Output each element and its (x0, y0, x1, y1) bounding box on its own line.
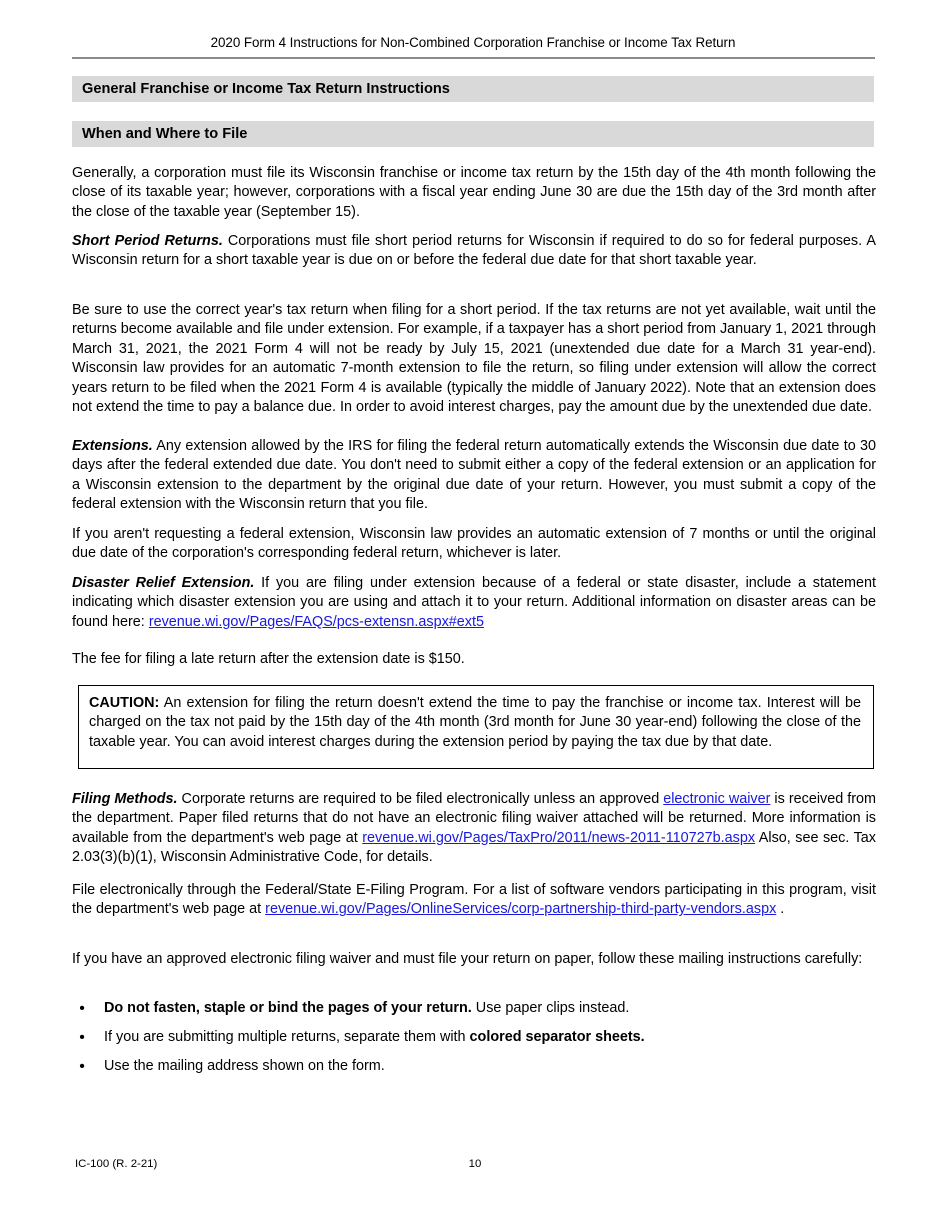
body-disaster-relief-extension: If you are filing under extension because of a federal or state disaster, include a statement indicating which disaster extension you are using and attach it to your return. Additional information on disaster areas can be found here: (72, 575, 877, 630)
list-item-plain: If you are submitting multiple returns, separate them with (104, 1029, 470, 1045)
link-taxpro-news-2011[interactable]: revenue.wi.gov/Pages/TaxPro/2011/news-2011-110727b.aspx (362, 829, 756, 846)
body-efiling-part2: . (780, 901, 785, 918)
list-item-bold: colored separator sheets. (469, 1029, 645, 1045)
list-item (72, 1028, 876, 1047)
list-item-bold: Do not fasten, staple or bind the pages of your return. (104, 1000, 472, 1016)
link-third-party-vendors[interactable]: revenue.wi.gov/Pages/OnlineServices/corp-partnership-third-party-vendors.aspx (265, 901, 777, 918)
body-efiling-part1: File electronically through the Federal/State E-Filing Program. For a list of software vendors participating in this program, visit the department's web page at (72, 882, 876, 918)
paragraph-short-period-returns (72, 232, 876, 271)
list-item-text (104, 1057, 876, 1076)
list-item (72, 999, 876, 1018)
paragraph-be-sure-correct-year: Be sure to use the correct year's tax return when filing for a short period. If the tax returns are not yet available, wait until the returns become available and file under extension. For example, if a taxpayer has a short period from January 1, 2021 through March 31, 2021, the 2021 Form 4 will not be ready by July 15, 2021 (unextended due date for a March 31 year-end). Wisconsin law provides for an automatic 7-month extension to file the return, so filing under extension will allow the correct years return to be filed when the 2021 Form 4 is available (typically the middle of January 2022). Note that an extension does not extend the time to pay a balance due. In order to avoid interest charges, pay the amount due by the unextended due date. (72, 302, 876, 416)
bullet-icon: • (79, 1058, 85, 1075)
body-extensions: Any extension allowed by the IRS for filing the federal return automatically extends the Wisconsin due date to 30 days after the federal extended due date. You don't need to submit either a copy of the federal extension or an application for a Wisconsin extension to the department by the original due date of your return. However, you must submit a copy of the federal extension with the Wisconsin return that you file. (72, 438, 876, 513)
lead-extensions: Extensions. (72, 438, 153, 454)
list-item (72, 1057, 876, 1076)
section-bar-when-and-where-to-file: When and Where to File (72, 121, 874, 147)
running-header: 2020 Form 4 Instructions for Non-Combined Corporation Franchise or Income Tax Return (210, 35, 736, 50)
caution-label: CAUTION: (89, 695, 160, 711)
section-bar-general-instructions: General Franchise or Income Tax Return Instructions (72, 76, 874, 102)
paragraph-late-return-fee: The fee for filing a late return after the extension date is $150. (72, 651, 465, 667)
paragraph-filing-methods (72, 790, 876, 868)
footer-page-number: 10 (468, 1158, 482, 1170)
paragraph-extensions (72, 437, 876, 515)
body-short-period-returns: Corporations must file short period returns for Wisconsin if required to do so for federal purposes. A Wisconsin return for a short taxable year is due on or before the federal due date for that short taxable year. (72, 233, 876, 269)
caution-body: An extension for filing the return doesn't extend the time to pay the franchise or income tax. Interest will be charged on the tax not paid by the 15th day of the 4th month (3rd month for June 30 year-end) following the close of the taxable year. You can avoid interest charges during the extension period by paying the tax due by that date. (89, 695, 861, 750)
link-disaster-extension-faq[interactable]: revenue.wi.gov/Pages/FAQS/pcs-extensn.aspx#ext5 (148, 613, 484, 630)
body-filing-methods-part1: Corporate returns are required to be filed electronically unless an approved (181, 791, 664, 807)
paragraph-disaster-relief-extension (72, 574, 876, 632)
lead-filing-methods: Filing Methods. (72, 791, 178, 807)
paragraph-no-federal-extension: If you aren't requesting a federal extension, Wisconsin law provides an automatic extension of 7 months or until the original due date of the corporation's corresponding federal return, whichever is later. (72, 526, 876, 562)
header-rule (72, 57, 875, 59)
body-filing-methods-part3: Also, see sec. Tax 2.03(3)(b)(1), Wisconsin Administrative Code, for details. (72, 829, 877, 866)
paragraph-generally: Generally, a corporation must file its Wisconsin franchise or income tax return by the 15th day of the 4th month following the close of its taxable year; however, corporations with a fiscal year ending June 30 are due the 15th day of the 3rd month after the close of the taxable year (September 15). (72, 165, 876, 220)
list-item-plain: Use paper clips instead. (471, 1000, 630, 1016)
body-filing-methods-part2: is received from the department. Paper filed returns that do not have an electronic filing waiver attached will be returned. More information is available from the department's web page at (72, 791, 877, 846)
list-item-plain: Use the mailing address shown on the form. (104, 1058, 385, 1074)
list-item-text (104, 999, 876, 1018)
lead-disaster-relief-extension: Disaster Relief Extension. (72, 575, 255, 591)
paragraph-efiling-program (72, 881, 876, 920)
caution-box (78, 685, 874, 769)
list-item-text (104, 1028, 876, 1047)
footer-form-id: IC-100 (R. 2-21) (75, 1158, 158, 1170)
bullet-icon: • (79, 1000, 85, 1017)
paragraph-paper-filing-instructions: If you have an approved electronic filing waiver and must file your return on paper, follow these mailing instructions carefully: (72, 951, 863, 967)
caution-text (89, 694, 861, 752)
lead-short-period-returns: Short Period Returns. (72, 233, 223, 249)
link-electronic-waiver[interactable]: electronic waiver (663, 791, 771, 807)
bullet-icon: • (79, 1029, 85, 1046)
